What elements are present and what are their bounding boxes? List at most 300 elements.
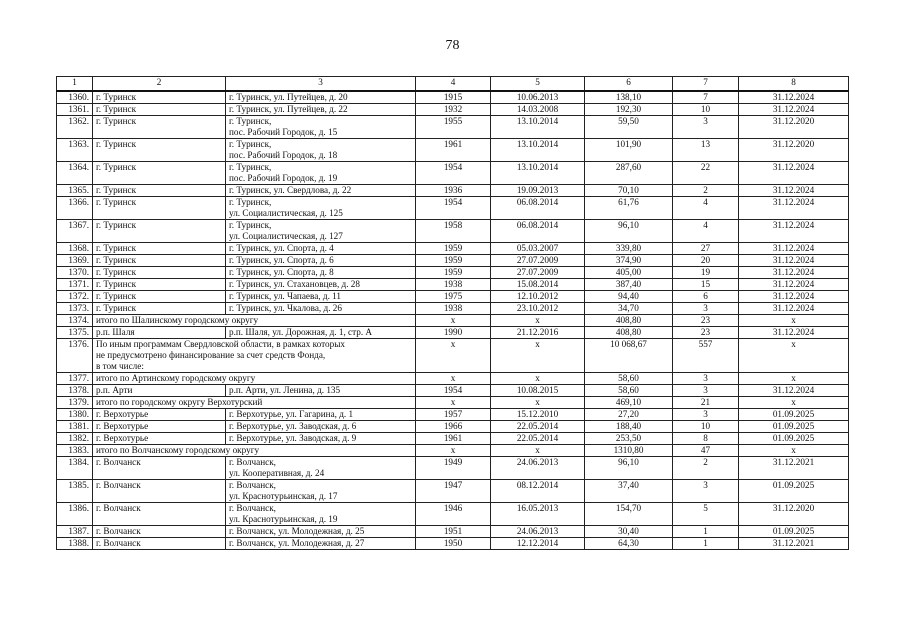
group-label-cell: [93, 315, 416, 327]
address-cell: [226, 526, 416, 538]
municipality-cell: г. Туринск: [93, 185, 226, 197]
date-cell: 15.12.2010: [491, 409, 585, 421]
address-line: г. Туринск,: [229, 139, 272, 149]
residents-cell: 23: [673, 327, 739, 339]
row-number-cell: 1385.: [57, 480, 93, 503]
year-cell: 1990: [416, 327, 491, 339]
residents-cell: 13: [673, 139, 739, 162]
table-row: [57, 291, 849, 303]
residents-cell: 47: [673, 445, 739, 457]
group-label-line: в том числе:: [96, 361, 144, 371]
address-cell: [226, 503, 416, 526]
area-cell: 70,10: [585, 185, 673, 197]
residents-cell: 2: [673, 457, 739, 480]
area-cell: 59,50: [585, 116, 673, 139]
table-row: [57, 279, 849, 291]
year-cell: 1915: [416, 91, 491, 104]
deadline-cell: 31.12.2024: [739, 91, 849, 104]
area-cell: 387,40: [585, 279, 673, 291]
address-cell: [226, 91, 416, 104]
deadline-cell: x: [739, 397, 849, 409]
deadline-cell: x: [739, 373, 849, 385]
municipality-cell: г. Верхотурье: [93, 421, 226, 433]
address-line: пос. Рабочий Городок, д. 15: [229, 127, 338, 137]
deadline-cell: 31.12.2021: [739, 538, 849, 550]
residents-cell: 23: [673, 315, 739, 327]
table-row: [57, 457, 849, 480]
deadline-cell: 31.12.2021: [739, 457, 849, 480]
subtotal-row: [57, 373, 849, 385]
municipality-cell: г. Туринск: [93, 139, 226, 162]
municipality-cell: г. Волчанск: [93, 538, 226, 550]
row-number-cell: 1374.: [57, 315, 93, 327]
row-number-cell: 1381.: [57, 421, 93, 433]
page-number: 78: [445, 38, 460, 53]
municipality-cell: г. Туринск: [93, 220, 226, 243]
address-cell: [226, 255, 416, 267]
residents-cell: 5: [673, 503, 739, 526]
residents-cell: 19: [673, 267, 739, 279]
residents-cell: 20: [673, 255, 739, 267]
address-line: г. Верхотурье, ул. Заводская, д. 6: [229, 421, 357, 431]
residents-cell: 3: [673, 480, 739, 503]
municipality-cell: г. Туринск: [93, 279, 226, 291]
group-label-cell: [93, 445, 416, 457]
residents-cell: 557: [673, 339, 739, 373]
table-header-row: [57, 77, 849, 92]
address-line: г. Туринск, ул. Путейцев, д. 20: [229, 92, 348, 102]
deadline-cell: 31.12.2024: [739, 104, 849, 116]
municipality-cell: р.п. Арти: [93, 385, 226, 397]
subtotal-row: [57, 445, 849, 457]
row-number-cell: 1387.: [57, 526, 93, 538]
table-row: [57, 197, 849, 220]
date-cell: 27.07.2009: [491, 267, 585, 279]
residents-cell: 3: [673, 116, 739, 139]
address-line: г. Туринск, ул. Спорта, д. 6: [229, 255, 334, 265]
address-cell: [226, 303, 416, 315]
deadline-cell: 31.12.2024: [739, 279, 849, 291]
municipality-cell: г. Туринск: [93, 197, 226, 220]
residents-cell: 1: [673, 526, 739, 538]
housing-registry-table: [56, 76, 849, 550]
deadline-cell: 31.12.2024: [739, 197, 849, 220]
residents-cell: 7: [673, 91, 739, 104]
group-label-line: не предусмотрено финансирование за счет средств Фонда,: [96, 350, 326, 360]
address-line: г. Туринск, ул. Путейцев, д. 22: [229, 104, 348, 114]
year-cell: 1975: [416, 291, 491, 303]
area-cell: 96,10: [585, 457, 673, 480]
year-cell: x: [416, 397, 491, 409]
area-cell: 138,10: [585, 91, 673, 104]
year-cell: 1947: [416, 480, 491, 503]
date-cell: 13.10.2014: [491, 162, 585, 185]
row-number-cell: 1375.: [57, 327, 93, 339]
address-cell: [226, 327, 416, 339]
subtotal-row: [57, 397, 849, 409]
address-line: г. Туринск,: [229, 116, 272, 126]
date-cell: 06.08.2014: [491, 220, 585, 243]
table-row: [57, 139, 849, 162]
date-cell: 15.08.2014: [491, 279, 585, 291]
date-cell: 24.06.2013: [491, 457, 585, 480]
date-cell: 19.09.2013: [491, 185, 585, 197]
date-cell: x: [491, 397, 585, 409]
address-line: г. Волчанск,: [229, 503, 276, 513]
address-cell: [226, 139, 416, 162]
area-cell: 37,40: [585, 480, 673, 503]
area-cell: 58,60: [585, 385, 673, 397]
table-row: [57, 385, 849, 397]
group-label-line: итого по городскому округу Верхотурский: [96, 397, 263, 407]
area-cell: 34,70: [585, 303, 673, 315]
address-cell: [226, 197, 416, 220]
area-cell: 287,60: [585, 162, 673, 185]
address-cell: [226, 267, 416, 279]
address-cell: [226, 409, 416, 421]
year-cell: 1950: [416, 538, 491, 550]
column-header: 5: [491, 77, 585, 92]
group-label-line: итого по Артинскому городскому округу: [96, 373, 256, 383]
subtotal-row: [57, 315, 849, 327]
address-line: г. Туринск, ул. Свердлова, д. 22: [229, 185, 352, 195]
row-number-cell: 1377.: [57, 373, 93, 385]
address-line: г. Волчанск,: [229, 480, 276, 490]
municipality-cell: г. Волчанск: [93, 457, 226, 480]
row-number-cell: 1370.: [57, 267, 93, 279]
row-number-cell: 1361.: [57, 104, 93, 116]
residents-cell: 3: [673, 409, 739, 421]
address-cell: [226, 104, 416, 116]
area-cell: 1310,80: [585, 445, 673, 457]
subtotal-row: [57, 339, 849, 373]
year-cell: 1936: [416, 185, 491, 197]
table-row: [57, 327, 849, 339]
year-cell: 1954: [416, 162, 491, 185]
address-line: г. Туринск,: [229, 197, 272, 207]
residents-cell: 6: [673, 291, 739, 303]
municipality-cell: г. Волчанск: [93, 526, 226, 538]
residents-cell: 4: [673, 197, 739, 220]
address-line: ул. Социалистическая, д. 125: [229, 208, 343, 218]
table-row: [57, 503, 849, 526]
address-line: г. Туринск,: [229, 220, 272, 230]
row-number-cell: 1363.: [57, 139, 93, 162]
address-cell: [226, 185, 416, 197]
deadline-cell: 31.12.2024: [739, 385, 849, 397]
residents-cell: 8: [673, 433, 739, 445]
date-cell: 12.10.2012: [491, 291, 585, 303]
area-cell: 469,10: [585, 397, 673, 409]
address-line: г. Туринск, ул. Чапаева, д. 11: [229, 291, 342, 301]
deadline-cell: 01.09.2025: [739, 433, 849, 445]
group-label-cell: [93, 339, 416, 373]
address-line: г. Верхотурье, ул. Заводская, д. 9: [229, 433, 357, 443]
municipality-cell: г. Туринск: [93, 291, 226, 303]
residents-cell: 3: [673, 373, 739, 385]
deadline-cell: x: [739, 445, 849, 457]
residents-cell: 2: [673, 185, 739, 197]
column-header: 4: [416, 77, 491, 92]
address-line: г. Волчанск, ул. Молодежная, д. 25: [229, 526, 365, 536]
row-number-cell: 1380.: [57, 409, 93, 421]
residents-cell: 10: [673, 104, 739, 116]
group-label-line: итого по Шалинскому городскому округу: [96, 315, 259, 325]
row-number-cell: 1364.: [57, 162, 93, 185]
area-cell: 339,80: [585, 243, 673, 255]
area-cell: 58,60: [585, 373, 673, 385]
year-cell: 1946: [416, 503, 491, 526]
municipality-cell: г. Верхотурье: [93, 433, 226, 445]
row-number-cell: 1376.: [57, 339, 93, 373]
area-cell: 61,76: [585, 197, 673, 220]
row-number-cell: 1365.: [57, 185, 93, 197]
table-row: [57, 267, 849, 279]
deadline-cell: 31.12.2024: [739, 185, 849, 197]
date-cell: 27.07.2009: [491, 255, 585, 267]
date-cell: 13.10.2014: [491, 116, 585, 139]
address-cell: [226, 538, 416, 550]
address-line: г. Волчанск, ул. Молодежная, д. 27: [229, 538, 365, 548]
row-number-cell: 1379.: [57, 397, 93, 409]
deadline-cell: x: [739, 315, 849, 327]
row-number-cell: 1371.: [57, 279, 93, 291]
date-cell: x: [491, 373, 585, 385]
row-number-cell: 1384.: [57, 457, 93, 480]
column-header: 6: [585, 77, 673, 92]
address-cell: [226, 457, 416, 480]
table-row: [57, 538, 849, 550]
table-row: [57, 303, 849, 315]
year-cell: 1959: [416, 255, 491, 267]
address-line: ул. Краснотурьинская, д. 17: [229, 491, 338, 501]
year-cell: 1938: [416, 279, 491, 291]
row-number-cell: 1386.: [57, 503, 93, 526]
row-number-cell: 1372.: [57, 291, 93, 303]
address-cell: [226, 433, 416, 445]
deadline-cell: 31.12.2024: [739, 291, 849, 303]
area-cell: 101,90: [585, 139, 673, 162]
date-cell: 13.10.2014: [491, 139, 585, 162]
date-cell: 06.08.2014: [491, 197, 585, 220]
deadline-cell: 31.12.2024: [739, 243, 849, 255]
deadline-cell: 31.12.2020: [739, 503, 849, 526]
year-cell: 1966: [416, 421, 491, 433]
area-cell: 253,50: [585, 433, 673, 445]
date-cell: 10.06.2013: [491, 91, 585, 104]
deadline-cell: 31.12.2020: [739, 116, 849, 139]
address-cell: [226, 421, 416, 433]
table-row: [57, 185, 849, 197]
area-cell: 405,00: [585, 267, 673, 279]
area-cell: 192,30: [585, 104, 673, 116]
table-row: [57, 421, 849, 433]
year-cell: 1954: [416, 385, 491, 397]
year-cell: 1959: [416, 243, 491, 255]
area-cell: 408,80: [585, 315, 673, 327]
deadline-cell: 31.12.2020: [739, 139, 849, 162]
residents-cell: 3: [673, 303, 739, 315]
column-header: 3: [226, 77, 416, 92]
residents-cell: 1: [673, 538, 739, 550]
area-cell: 30,40: [585, 526, 673, 538]
row-number-cell: 1362.: [57, 116, 93, 139]
municipality-cell: г. Туринск: [93, 303, 226, 315]
area-cell: 94,40: [585, 291, 673, 303]
date-cell: 22.05.2014: [491, 433, 585, 445]
address-line: р.п. Арти, ул. Ленина, д. 135: [229, 385, 341, 395]
address-line: ул. Краснотурьинская, д. 19: [229, 514, 338, 524]
row-number-cell: 1369.: [57, 255, 93, 267]
table-row: [57, 220, 849, 243]
deadline-cell: 31.12.2024: [739, 220, 849, 243]
municipality-cell: г. Волчанск: [93, 480, 226, 503]
deadline-cell: 31.12.2024: [739, 255, 849, 267]
column-header: 2: [93, 77, 226, 92]
address-line: р.п. Шаля, ул. Дорожная, д. 1, стр. А: [229, 327, 373, 337]
address-line: г. Туринск, ул. Стахановцев, д. 28: [229, 279, 360, 289]
year-cell: 1959: [416, 267, 491, 279]
group-label-cell: [93, 373, 416, 385]
year-cell: 1938: [416, 303, 491, 315]
deadline-cell: x: [739, 339, 849, 373]
municipality-cell: г. Волчанск: [93, 503, 226, 526]
residents-cell: 15: [673, 279, 739, 291]
table-row: [57, 104, 849, 116]
group-label-cell: [93, 397, 416, 409]
address-cell: [226, 279, 416, 291]
date-cell: x: [491, 445, 585, 457]
year-cell: 1951: [416, 526, 491, 538]
municipality-cell: г. Туринск: [93, 267, 226, 279]
table-row: [57, 433, 849, 445]
table-body: [57, 91, 849, 550]
date-cell: 21.12.2016: [491, 327, 585, 339]
table-row: [57, 255, 849, 267]
municipality-cell: г. Туринск: [93, 91, 226, 104]
column-header: 7: [673, 77, 739, 92]
table-row: [57, 91, 849, 104]
address-line: г. Туринск, ул. Спорта, д. 8: [229, 267, 334, 277]
area-cell: 27,20: [585, 409, 673, 421]
deadline-cell: 31.12.2024: [739, 327, 849, 339]
municipality-cell: г. Туринск: [93, 255, 226, 267]
date-cell: 12.12.2014: [491, 538, 585, 550]
date-cell: 10.08.2015: [491, 385, 585, 397]
area-cell: 154,70: [585, 503, 673, 526]
year-cell: x: [416, 339, 491, 373]
row-number-cell: 1388.: [57, 538, 93, 550]
table-row: [57, 243, 849, 255]
year-cell: 1958: [416, 220, 491, 243]
date-cell: 16.05.2013: [491, 503, 585, 526]
column-header: 1: [57, 77, 93, 92]
address-line: г. Туринск,: [229, 162, 272, 172]
deadline-cell: 31.12.2024: [739, 162, 849, 185]
municipality-cell: г. Туринск: [93, 162, 226, 185]
year-cell: x: [416, 445, 491, 457]
deadline-cell: 01.09.2025: [739, 409, 849, 421]
year-cell: x: [416, 315, 491, 327]
year-cell: x: [416, 373, 491, 385]
deadline-cell: 01.09.2025: [739, 480, 849, 503]
row-number-cell: 1383.: [57, 445, 93, 457]
address-line: пос. Рабочий Городок, д. 19: [229, 173, 338, 183]
municipality-cell: г. Туринск: [93, 116, 226, 139]
row-number-cell: 1378.: [57, 385, 93, 397]
municipality-cell: г. Верхотурье: [93, 409, 226, 421]
municipality-cell: г. Туринск: [93, 243, 226, 255]
column-header: 8: [739, 77, 849, 92]
row-number-cell: 1368.: [57, 243, 93, 255]
residents-cell: 4: [673, 220, 739, 243]
municipality-cell: г. Туринск: [93, 104, 226, 116]
address-line: г. Верхотурье, ул. Гагарина, д. 1: [229, 409, 354, 419]
date-cell: x: [491, 339, 585, 373]
municipality-cell: р.п. Шаля: [93, 327, 226, 339]
year-cell: 1954: [416, 197, 491, 220]
row-number-cell: 1382.: [57, 433, 93, 445]
address-cell: [226, 480, 416, 503]
year-cell: 1957: [416, 409, 491, 421]
year-cell: 1955: [416, 116, 491, 139]
address-cell: [226, 220, 416, 243]
group-label-line: По иным программам Свердловской области, в рамках которых: [96, 339, 345, 349]
address-cell: [226, 116, 416, 139]
date-cell: 05.03.2007: [491, 243, 585, 255]
address-line: г. Туринск, ул. Чкалова, д. 26: [229, 303, 342, 313]
date-cell: x: [491, 315, 585, 327]
area-cell: 96,10: [585, 220, 673, 243]
address-line: ул. Кооперативная, д. 24: [229, 468, 325, 478]
year-cell: 1949: [416, 457, 491, 480]
residents-cell: 10: [673, 421, 739, 433]
date-cell: 08.12.2014: [491, 480, 585, 503]
table-row: [57, 409, 849, 421]
year-cell: 1961: [416, 139, 491, 162]
year-cell: 1961: [416, 433, 491, 445]
address-line: пос. Рабочий Городок, д. 18: [229, 150, 338, 160]
residents-cell: 21: [673, 397, 739, 409]
address-cell: [226, 385, 416, 397]
deadline-cell: 31.12.2024: [739, 303, 849, 315]
date-cell: 22.05.2014: [491, 421, 585, 433]
date-cell: 14.03.2008: [491, 104, 585, 116]
residents-cell: 27: [673, 243, 739, 255]
date-cell: 24.06.2013: [491, 526, 585, 538]
address-line: г. Волчанск,: [229, 457, 276, 467]
group-label-line: итого по Волчанскому городскому округу: [96, 445, 260, 455]
address-line: г. Туринск, ул. Спорта, д. 4: [229, 243, 334, 253]
table-row: [57, 526, 849, 538]
area-cell: 10 068,67: [585, 339, 673, 373]
address-line: ул. Социалистическая, д. 127: [229, 231, 343, 241]
year-cell: 1932: [416, 104, 491, 116]
table-row: [57, 116, 849, 139]
deadline-cell: 01.09.2025: [739, 421, 849, 433]
area-cell: 188,40: [585, 421, 673, 433]
address-cell: [226, 243, 416, 255]
table-row: [57, 162, 849, 185]
row-number-cell: 1360.: [57, 91, 93, 104]
date-cell: 23.10.2012: [491, 303, 585, 315]
address-cell: [226, 162, 416, 185]
area-cell: 64,30: [585, 538, 673, 550]
residents-cell: 3: [673, 385, 739, 397]
row-number-cell: 1367.: [57, 220, 93, 243]
deadline-cell: 01.09.2025: [739, 526, 849, 538]
row-number-cell: 1366.: [57, 197, 93, 220]
